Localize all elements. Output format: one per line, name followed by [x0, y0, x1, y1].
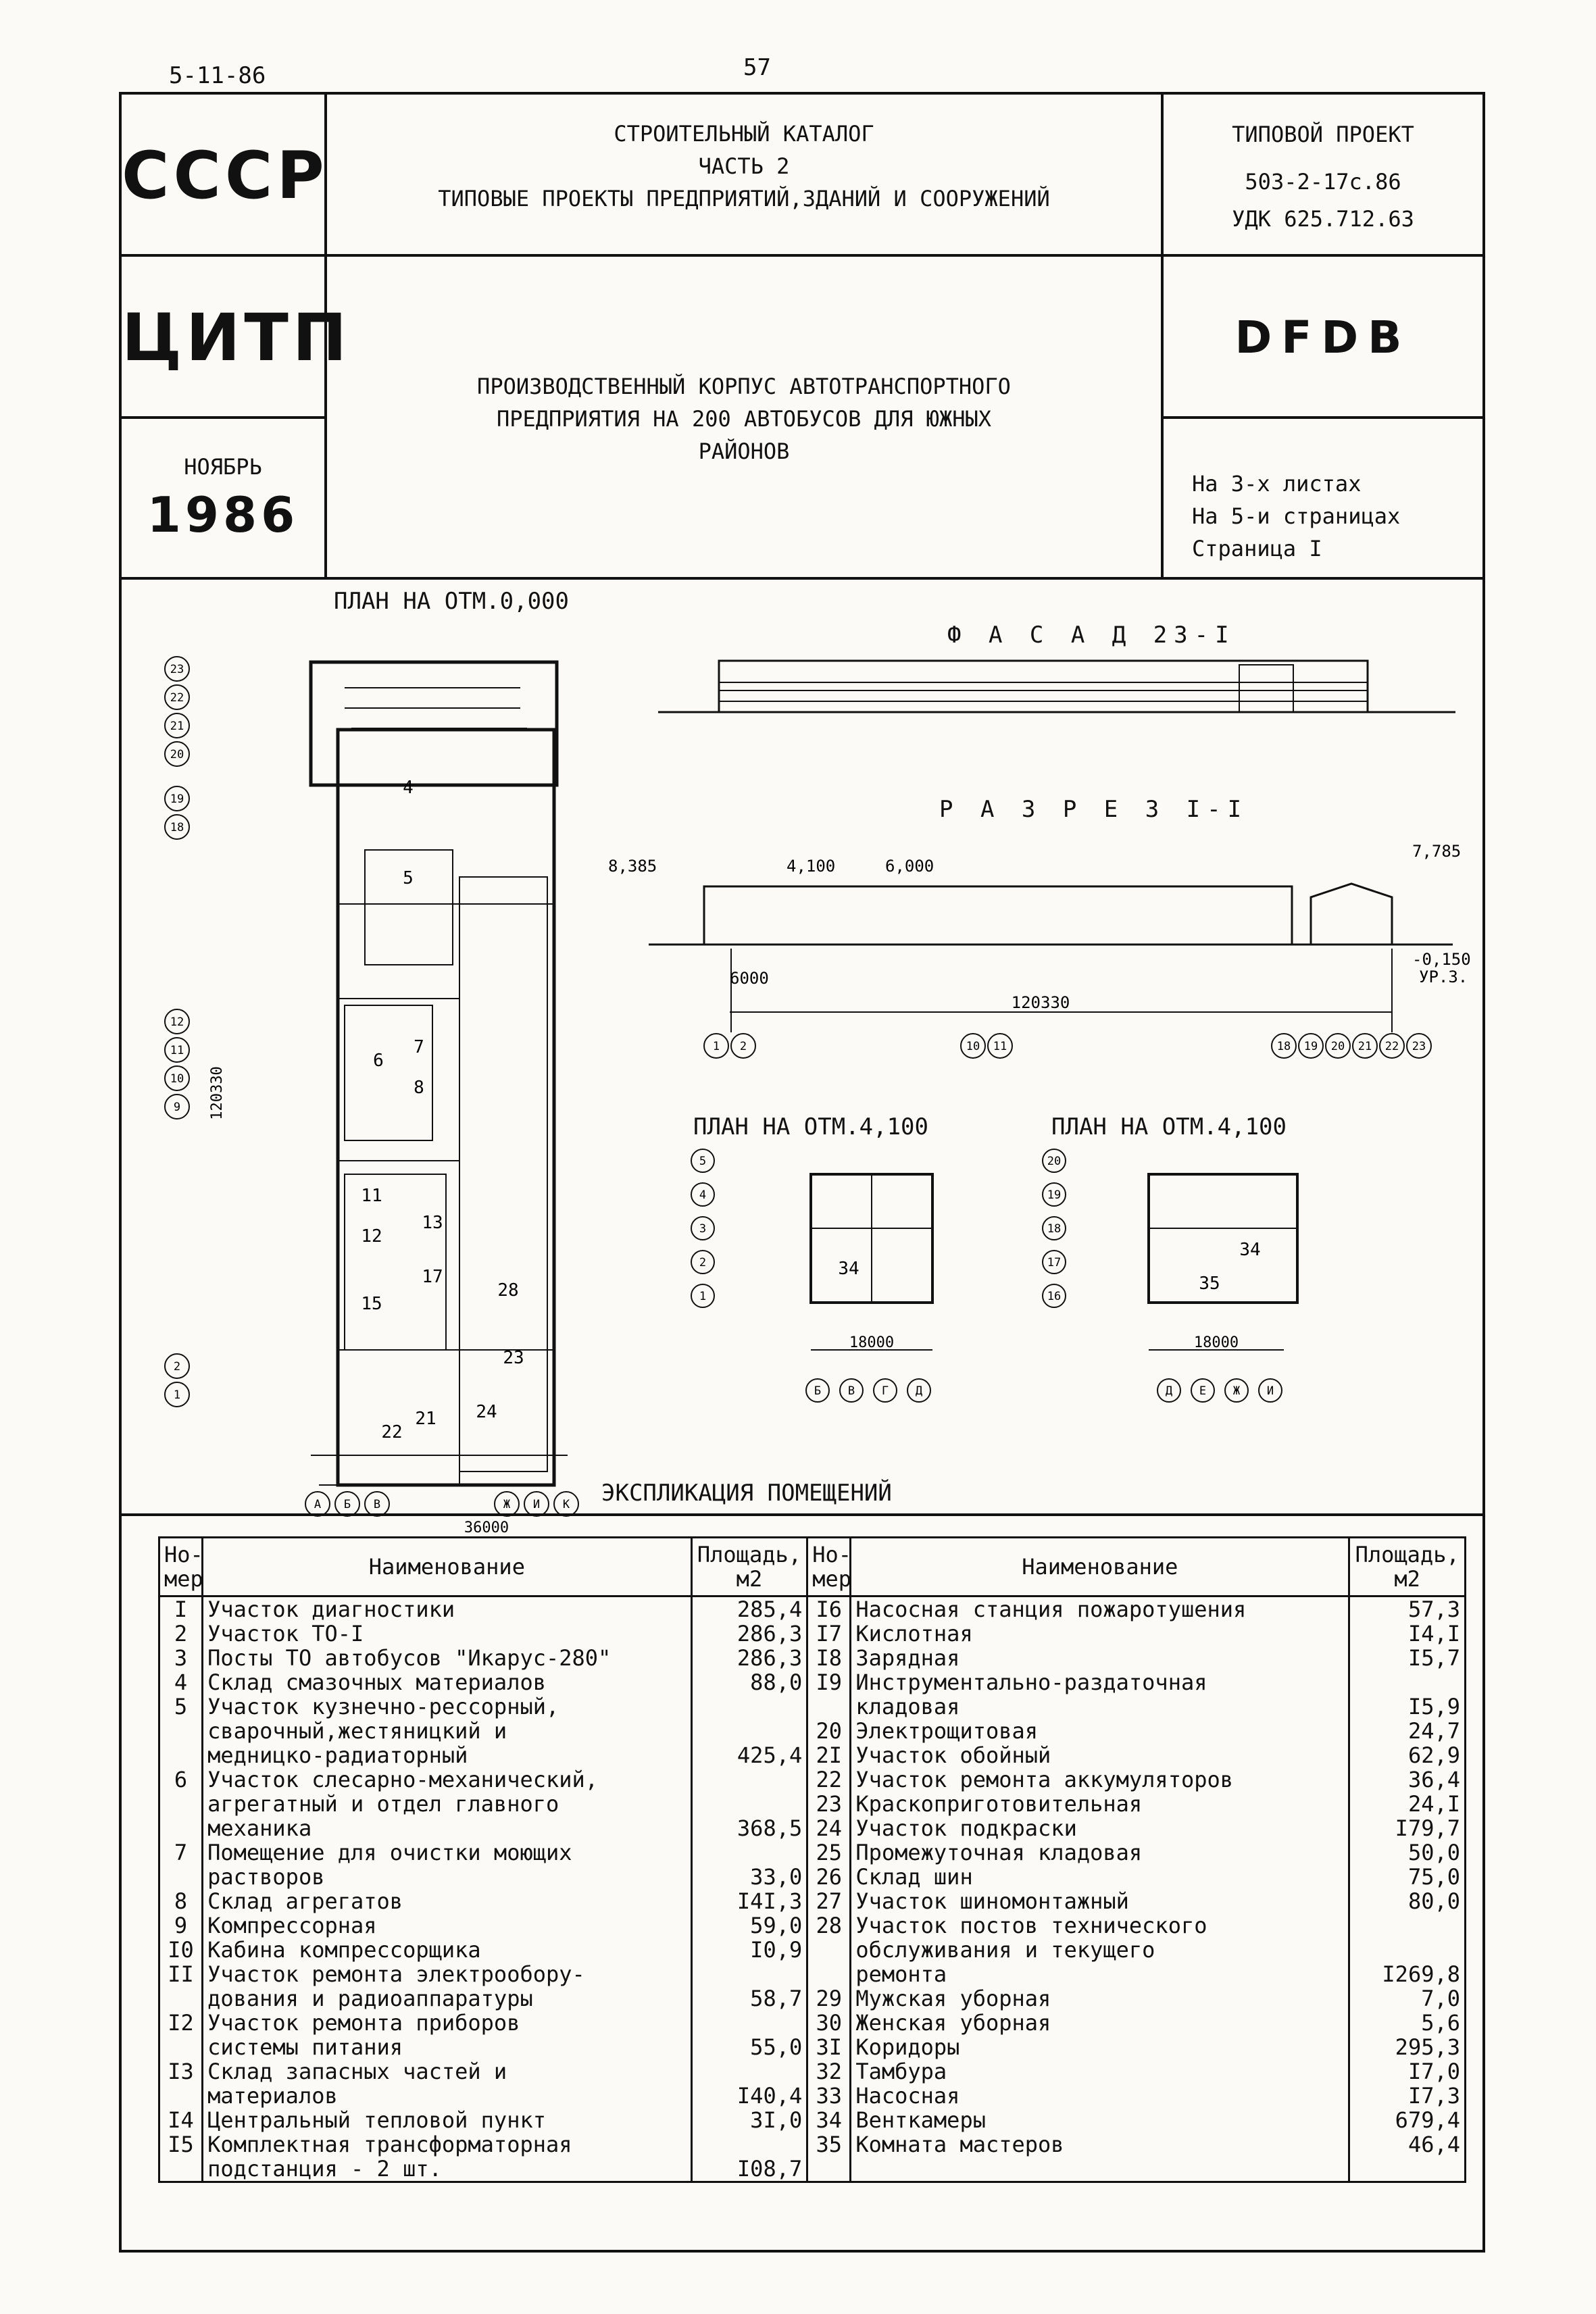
- catalog-line-2: ЧАСТЬ 2: [698, 153, 790, 179]
- room-area: 3I,0: [750, 2107, 803, 2133]
- section-axis-label: 19: [1303, 1040, 1318, 1053]
- room-name-line: медницко-радиаторный: [207, 1742, 468, 1768]
- plan-axis-label: Г: [881, 1384, 889, 1398]
- project-title: [324, 257, 1161, 577]
- room-area: 285,4: [737, 1596, 803, 1622]
- upper-plan-left: [676, 1147, 959, 1417]
- project-code: DFDB: [1161, 257, 1482, 419]
- room-area: 425,4: [737, 1742, 803, 1768]
- room-name-line: обслуживания и текущего: [855, 1937, 1155, 1963]
- room-name-line: Инструментально-раздаточная: [855, 1669, 1207, 1695]
- room-number-blank: [164, 1743, 197, 1767]
- plan-axis-label: 9: [173, 1101, 181, 1114]
- room-name-line: Участок кузнечно-рессорный,: [207, 1694, 559, 1719]
- room-number-blank: [812, 1962, 845, 1986]
- room-area: 5,6: [1421, 2010, 1460, 2036]
- room-label: 24: [476, 1402, 497, 1422]
- plan-axis-label: 22: [170, 691, 184, 705]
- plan-axis-label: 23: [170, 663, 184, 676]
- room-area: 7,0: [1421, 1986, 1460, 2011]
- room-number: I: [174, 1596, 188, 1622]
- room-label: 11: [361, 1186, 382, 1206]
- room-area-blank: [1354, 1938, 1460, 1962]
- main-floor-plan: [122, 620, 608, 1536]
- room-name-line: Участок ремонта электрообору-: [207, 1961, 585, 1987]
- page-number: 57: [743, 54, 771, 81]
- room-name-line: Склад запасных частей и: [207, 2059, 507, 2084]
- room-name-line: Участок подкраски: [855, 1815, 1077, 1841]
- room-number: 2: [174, 1621, 188, 1646]
- room-area-blank: [697, 2132, 803, 2157]
- issue-year: 1986: [147, 486, 299, 543]
- room-name-line: Участок ремонта приборов: [207, 2010, 520, 2036]
- room-area: 33,0: [750, 1864, 803, 1890]
- room-name-line: Склад агрегатов: [207, 1888, 403, 1914]
- room-label: 6: [373, 1051, 384, 1071]
- room-area: 75,0: [1407, 1864, 1460, 1890]
- room-name-line: Женская уборная: [855, 2010, 1051, 2036]
- plan-axis-label: К: [562, 1498, 570, 1511]
- room-name-line: механика: [207, 1815, 312, 1841]
- room-number: I4: [168, 2107, 194, 2133]
- room-number: 20: [816, 1718, 843, 1744]
- left-area-column: [691, 1596, 807, 2182]
- room-area: 295,3: [1395, 2034, 1460, 2060]
- org-citp: ЦИТП: [122, 257, 324, 419]
- left-num-column: [159, 1596, 203, 2182]
- room-area-blank: [697, 1694, 803, 1719]
- room-name-line: Комплектная трансформаторная: [207, 2132, 572, 2157]
- sheets-count: На 3-х листах: [1192, 471, 1362, 497]
- room-area: I08,7: [737, 2156, 803, 2182]
- room-area-blank: [1354, 1913, 1460, 1938]
- room-number: 24: [816, 1815, 843, 1841]
- room-area: I40,4: [737, 2083, 803, 2109]
- sheet-info: [1161, 419, 1482, 577]
- title-block: [119, 92, 1485, 580]
- plan-axis-label: Д: [1165, 1384, 1173, 1398]
- room-label: 7: [414, 1037, 424, 1057]
- drawing-area: [119, 580, 1485, 1536]
- plan-dim-length: 120330: [209, 1066, 226, 1120]
- plan-axis-label: 3: [699, 1222, 707, 1236]
- project-ref: [1161, 95, 1482, 257]
- room-name-line: агрегатный и отдел главного: [207, 1791, 559, 1817]
- room-name-line: Участок ТО-I: [207, 1621, 364, 1646]
- elevation-mark: 4,100: [787, 857, 836, 876]
- room-area: I7,3: [1407, 2083, 1460, 2109]
- issue-month: НОЯБРЬ: [184, 454, 262, 480]
- plan-axis-label: И: [532, 1498, 541, 1511]
- plan-axis-label: 19: [170, 793, 184, 806]
- room-number: 28: [816, 1913, 843, 1938]
- plan-dim-width: 36000: [464, 1519, 509, 1536]
- current-page: Страница I: [1192, 536, 1322, 561]
- room-area: I4,I: [1407, 1621, 1460, 1646]
- col-num-header: Но- мер: [159, 1538, 203, 1596]
- room-name-line: кладовая: [855, 1694, 960, 1719]
- room-area-blank: [697, 1767, 803, 1792]
- plan-axis-label: 16: [1047, 1290, 1062, 1303]
- org-ussr: СССР: [122, 95, 324, 257]
- room-label: 34: [838, 1259, 859, 1279]
- room-name-line: Насосная станция пожаротушения: [855, 1596, 1247, 1622]
- plan-axis-label: В: [373, 1498, 381, 1511]
- plan-axis-label: А: [314, 1498, 322, 1511]
- room-number: 34: [816, 2107, 843, 2133]
- elevation-mark: -0,150: [1412, 950, 1471, 969]
- room-number-blank: [164, 1986, 197, 2011]
- explication-section: [119, 1480, 1485, 2253]
- room-number: 27: [816, 1888, 843, 1914]
- room-area: I79,7: [1395, 1815, 1460, 1841]
- col-area-header: Площадь, м2: [1349, 1538, 1466, 1596]
- catalog-line-3: ТИПОВЫЕ ПРОЕКТЫ ПРЕДПРИЯТИЙ,ЗДАНИЙ И СООРУЖЕНИЙ: [438, 186, 1050, 211]
- elevation-mark: 8,385: [608, 857, 657, 876]
- room-number: 3I: [816, 2034, 843, 2060]
- plan-upper-right-title: ПЛАН НА ОТМ.4,100: [1051, 1113, 1287, 1140]
- room-label: 34: [1239, 1240, 1261, 1260]
- room-number: II: [168, 1961, 194, 1987]
- pages-count: На 5-и страницах: [1192, 503, 1401, 529]
- catalog-info: [324, 95, 1161, 257]
- room-name-line: Центральный тепловой пункт: [207, 2107, 546, 2133]
- room-number-blank: [164, 1719, 197, 1743]
- section-axis-label: 11: [993, 1040, 1007, 1053]
- right-name-column: [851, 1596, 1349, 2182]
- plan-axis-label: 20: [170, 748, 184, 761]
- section-axis-label: 1: [712, 1040, 720, 1053]
- room-area: 286,3: [737, 1621, 803, 1646]
- left-name-column: [203, 1596, 692, 2182]
- room-name-line: Склад смазочных материалов: [207, 1669, 546, 1695]
- room-name-line: Компрессорная: [207, 1913, 377, 1938]
- room-label: 13: [422, 1213, 443, 1233]
- room-number: I3: [168, 2059, 194, 2084]
- room-name-line: материалов: [207, 2083, 338, 2109]
- room-area: 50,0: [1407, 1840, 1460, 1865]
- room-number-blank: [164, 2035, 197, 2059]
- plan-axis-label: 1: [173, 1388, 181, 1402]
- room-label: 12: [361, 1226, 382, 1247]
- plan-axis-label: 10: [170, 1072, 184, 1086]
- plan-axis-label: 21: [170, 720, 184, 733]
- room-number: 8: [174, 1888, 188, 1914]
- table-row: [159, 1596, 1466, 2182]
- room-name-line: Краскоприготовительная: [855, 1791, 1143, 1817]
- room-number: 29: [816, 1986, 843, 2011]
- plan-axis-label: Д: [915, 1384, 923, 1398]
- room-name-line: Участок слесарно-механический,: [207, 1767, 599, 1792]
- room-area: 58,7: [750, 1986, 803, 2011]
- room-name-line: Зарядная: [855, 1645, 960, 1671]
- room-area-blank: [697, 2011, 803, 2035]
- date-stamp: 5-11-86: [169, 62, 266, 89]
- room-number: 9: [174, 1913, 188, 1938]
- col-area-header: Площадь, м2: [691, 1538, 807, 1596]
- plan-axis-label: В: [847, 1384, 855, 1398]
- room-name-line: Комната мастеров: [855, 2132, 1064, 2157]
- room-label: 15: [361, 1294, 382, 1314]
- room-name-line: сварочный,жестяницкий и: [207, 1718, 507, 1744]
- title-line-2: ПРЕДПРИЯТИЯ НА 200 АВТОБУСОВ ДЛЯ ЮЖНЫХ: [496, 406, 992, 432]
- elevation-mark: 6,000: [885, 857, 934, 876]
- plan-axis-label: И: [1266, 1384, 1274, 1398]
- room-name-line: Участок постов технического: [855, 1913, 1207, 1938]
- room-number: 35: [816, 2132, 843, 2157]
- room-name-line: дования и радиоаппаратуры: [207, 1986, 533, 2011]
- room-number: I9: [816, 1669, 843, 1695]
- section-axis-label: 18: [1276, 1040, 1291, 1053]
- room-label: 21: [415, 1409, 437, 1429]
- room-area: 286,3: [737, 1645, 803, 1671]
- plan-axis-label: 18: [1047, 1222, 1062, 1236]
- dim-label: 18000: [849, 1334, 895, 1351]
- room-number: 33: [816, 2083, 843, 2109]
- room-number: 30: [816, 2010, 843, 2036]
- facade-drawing: [658, 647, 1455, 722]
- plan-axis-label: 12: [170, 1015, 184, 1029]
- plan-axis-label: Б: [814, 1384, 822, 1398]
- room-area: 57,3: [1407, 1596, 1460, 1622]
- room-name-line: ремонта: [855, 1961, 947, 1987]
- room-number: 3: [174, 1645, 188, 1671]
- room-name-line: Насосная: [855, 2083, 960, 2109]
- room-name-line: Мужская уборная: [855, 1986, 1051, 2011]
- room-number-blank: [164, 2084, 197, 2108]
- room-number: 25: [816, 1840, 843, 1865]
- room-area: 46,4: [1407, 2132, 1460, 2157]
- section-axis-label: 22: [1385, 1040, 1399, 1053]
- room-name-line: Промежуточная кладовая: [855, 1840, 1143, 1865]
- room-label: 23: [503, 1348, 524, 1368]
- room-label: 5: [403, 868, 414, 888]
- section-axis-label: 2: [739, 1040, 747, 1053]
- title-line-3: РАЙОНОВ: [698, 438, 790, 464]
- room-number: 32: [816, 2059, 843, 2084]
- room-area: 368,5: [737, 1815, 803, 1841]
- plan-axis-label: 18: [170, 821, 184, 834]
- room-name-line: Посты ТО автобусов "Икарус-280": [207, 1645, 612, 1671]
- explication-table: [158, 1536, 1466, 2183]
- section-drawing: [608, 830, 1487, 1066]
- plan-axis-label: Ж: [1232, 1384, 1241, 1398]
- plan-axis-label: 2: [699, 1256, 707, 1269]
- room-area-blank: [697, 1792, 803, 1816]
- plan-axis-label: 20: [1047, 1155, 1062, 1168]
- room-number: 7: [174, 1840, 188, 1865]
- room-area: 24,I: [1407, 1791, 1460, 1817]
- room-number: I5: [168, 2132, 194, 2157]
- room-number-blank: [812, 1938, 845, 1962]
- plan-axis-label: Ж: [503, 1498, 511, 1511]
- room-label: 8: [414, 1078, 424, 1098]
- room-name-line: Коридоры: [855, 2034, 960, 2060]
- room-label: 35: [1199, 1274, 1220, 1294]
- room-area: 59,0: [750, 1913, 803, 1938]
- room-area: 55,0: [750, 2034, 803, 2060]
- room-area: I7,0: [1407, 2059, 1460, 2084]
- room-label: 17: [422, 1267, 443, 1287]
- room-name-line: Участок обойный: [855, 1742, 1051, 1768]
- col-name-header: Наименование: [203, 1538, 692, 1596]
- section-axis-label: 10: [966, 1040, 980, 1053]
- room-area-blank: [1354, 1670, 1460, 1694]
- udk-code: УДК 625.712.63: [1232, 206, 1414, 232]
- facade-title: Ф А С А Д 23-I: [947, 622, 1236, 649]
- col-num-header: Но- мер: [807, 1538, 851, 1596]
- room-number: I6: [816, 1596, 843, 1622]
- room-label: 22: [381, 1422, 403, 1442]
- room-name-line: Кислотная: [855, 1621, 973, 1646]
- room-number: 4: [174, 1669, 188, 1695]
- room-area: 24,7: [1407, 1718, 1460, 1744]
- plan-upper-left-title: ПЛАН НА ОТМ.4,100: [693, 1113, 928, 1140]
- room-area: 62,9: [1407, 1742, 1460, 1768]
- room-name-line: Электрощитовая: [855, 1718, 1039, 1744]
- section-title: Р А З Р Е З I-I: [939, 796, 1249, 823]
- plan-axis-label: 2: [173, 1360, 181, 1374]
- plan-main-title: ПЛАН НА ОТМ.0,000: [334, 588, 569, 615]
- catalog-line-1: СТРОИТЕЛЬНЫЙ КАТАЛОГ: [614, 121, 874, 147]
- room-area: I5,9: [1407, 1694, 1460, 1719]
- project-number: 503-2-17с.86: [1245, 169, 1401, 195]
- room-number-blank: [164, 2157, 197, 2181]
- room-name-line: Венткамеры: [855, 2107, 986, 2133]
- plan-axis-label: Е: [1199, 1384, 1207, 1398]
- dim-label: 18000: [1193, 1334, 1239, 1351]
- room-number: 23: [816, 1791, 843, 1817]
- room-name-line: системы питания: [207, 2034, 403, 2060]
- right-area-column: [1349, 1596, 1466, 2182]
- issue-date: [122, 419, 324, 577]
- room-area-blank: [697, 2059, 803, 2084]
- room-area-blank: [697, 1840, 803, 1865]
- room-area: I0,9: [750, 1937, 803, 1963]
- room-number: I2: [168, 2010, 194, 2036]
- room-name-line: подстанция - 2 шт.: [207, 2156, 442, 2182]
- room-number: 22: [816, 1767, 843, 1792]
- elevation-mark: 7,785: [1412, 842, 1462, 861]
- title-line-1: ПРОИЗВОДСТВЕННЫЙ КОРПУС АВТОТРАНСПОРТНОГО: [477, 374, 1011, 399]
- room-label: 28: [497, 1280, 519, 1301]
- room-number: I7: [816, 1621, 843, 1646]
- room-name-line: растворов: [207, 1864, 325, 1890]
- room-name-line: Участок шиномонтажный: [855, 1888, 1129, 1914]
- plan-axis-label: Б: [343, 1498, 351, 1511]
- right-num-column: [807, 1596, 851, 2182]
- plan-axis-label: 5: [699, 1155, 707, 1168]
- room-area: I4I,3: [737, 1888, 803, 1914]
- room-area: 80,0: [1407, 1888, 1460, 1914]
- plan-axis-label: 19: [1047, 1188, 1062, 1202]
- section-dim: 6000: [730, 969, 769, 988]
- room-number-blank: [812, 1694, 845, 1719]
- project-type: ТИПОВОЙ ПРОЕКТ: [1232, 122, 1414, 147]
- section-dim-length: 120330: [1011, 993, 1070, 1012]
- plan-axis-label: 1: [699, 1290, 707, 1303]
- room-name-line: Склад шин: [855, 1864, 973, 1890]
- section-axis-label: 21: [1357, 1040, 1372, 1053]
- room-area: 36,4: [1407, 1767, 1460, 1792]
- section-axis-label: 20: [1330, 1040, 1345, 1053]
- room-name-line: Тамбура: [855, 2059, 947, 2084]
- table-header-row: [159, 1538, 1466, 1596]
- plan-axis-label: 17: [1047, 1256, 1062, 1269]
- room-area: I5,7: [1407, 1645, 1460, 1671]
- room-name-line: Участок диагностики: [207, 1596, 455, 1622]
- room-number-blank: [164, 1816, 197, 1840]
- room-number: 5: [174, 1694, 188, 1719]
- room-number: I0: [168, 1937, 194, 1963]
- room-area-blank: [697, 1962, 803, 1986]
- room-number-blank: [164, 1865, 197, 1889]
- room-name-line: Кабина компрессорщика: [207, 1937, 481, 1963]
- room-number: 6: [174, 1767, 188, 1792]
- room-number: 2I: [816, 1742, 843, 1768]
- room-area: I269,8: [1382, 1961, 1460, 1987]
- room-label: 4: [403, 778, 414, 798]
- section-axis-label: 23: [1412, 1040, 1426, 1053]
- room-number: I8: [816, 1645, 843, 1671]
- room-area: 679,4: [1395, 2107, 1460, 2133]
- explication-title: ЭКСПЛИКАЦИЯ ПОМЕЩЕНИЙ: [601, 1480, 892, 1507]
- room-area-blank: [697, 1719, 803, 1743]
- room-name-line: Участок ремонта аккумуляторов: [855, 1767, 1234, 1792]
- plan-axis-label: 4: [699, 1188, 707, 1202]
- room-name-line: Помещение для очистки моющих: [207, 1840, 572, 1865]
- room-number: 26: [816, 1864, 843, 1890]
- plan-axis-label: 11: [170, 1044, 184, 1057]
- upper-plan-right: [1027, 1147, 1311, 1417]
- col-name-header: Наименование: [851, 1538, 1349, 1596]
- room-area: 88,0: [750, 1669, 803, 1695]
- room-number-blank: [164, 1792, 197, 1816]
- elevation-note: УР.З.: [1419, 967, 1468, 986]
